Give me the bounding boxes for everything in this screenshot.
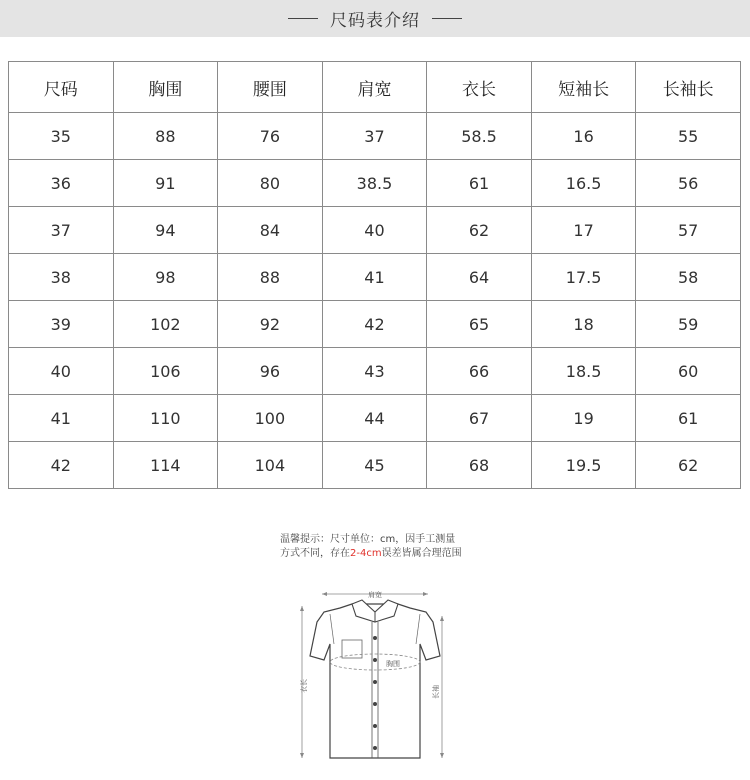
chest-label: 胸围 [386,660,400,668]
table-cell: 40 [322,207,427,254]
table-cell: 45 [322,442,427,489]
column-header: 尺码 [9,62,114,113]
table-cell: 18.5 [531,348,636,395]
table-cell: 41 [9,395,114,442]
table-cell: 80 [218,160,323,207]
table-cell: 94 [113,207,218,254]
column-header: 衣长 [427,62,532,113]
table-cell: 35 [9,113,114,160]
column-header: 肩宽 [322,62,427,113]
column-header: 胸围 [113,62,218,113]
table-row [9,254,741,301]
table-cell: 62 [636,442,741,489]
table-cell: 38 [9,254,114,301]
table-cell: 19 [531,395,636,442]
table-cell: 37 [322,113,427,160]
shirt-diagram [290,582,460,772]
table-cell: 39 [9,301,114,348]
table-cell: 18 [531,301,636,348]
table-row [9,442,741,489]
table-cell: 67 [427,395,532,442]
table-cell: 58 [636,254,741,301]
table-cell: 114 [113,442,218,489]
table-row [9,348,741,395]
table-row [9,160,741,207]
table-cell: 57 [636,207,741,254]
table-cell: 17.5 [531,254,636,301]
shirt-illustration [290,582,460,772]
table-cell: 88 [218,254,323,301]
table-body [9,113,741,489]
table-cell: 42 [322,301,427,348]
sleeve-label: 长袖 [432,685,440,699]
table-cell: 43 [322,348,427,395]
table-cell: 17 [531,207,636,254]
table-cell: 55 [636,113,741,160]
table-header-row [9,62,741,113]
table-cell: 100 [218,395,323,442]
table-cell: 58.5 [427,113,532,160]
table-cell: 42 [9,442,114,489]
table-cell: 40 [9,348,114,395]
table-cell: 68 [427,442,532,489]
table-cell: 44 [322,395,427,442]
banner-left-line [288,18,318,19]
length-label: 衣长 [300,679,308,693]
table-cell: 16.5 [531,160,636,207]
table-row [9,113,741,160]
note-line-2-prefix: 方式不同，存在 [280,548,350,559]
column-header: 长袖长 [636,62,741,113]
table-cell: 37 [9,207,114,254]
header-banner [0,0,750,37]
table-row [9,301,741,348]
table-cell: 98 [113,254,218,301]
table-row [9,207,741,254]
size-table [8,61,741,489]
table-cell: 110 [113,395,218,442]
table-cell: 65 [427,301,532,348]
shoulder-label: 肩宽 [368,591,382,599]
page-title: 尺码表介绍 [330,11,420,31]
table-cell: 41 [322,254,427,301]
table-cell: 62 [427,207,532,254]
table-cell: 106 [113,348,218,395]
table-cell: 66 [427,348,532,395]
table-cell: 96 [218,348,323,395]
table-cell: 92 [218,301,323,348]
column-header: 短袖长 [531,62,636,113]
table-cell: 88 [113,113,218,160]
note-line-2 [280,547,500,561]
table-cell: 60 [636,348,741,395]
note-line-1: 温馨提示：尺寸单位：cm，因手工测量 [280,534,456,545]
table-cell: 38.5 [322,160,427,207]
table-cell: 19.5 [531,442,636,489]
table-cell: 76 [218,113,323,160]
note-line-2-suffix: 误差皆属合理范围 [381,548,462,559]
banner-right-line [432,18,462,19]
table-cell: 59 [636,301,741,348]
table-cell: 91 [113,160,218,207]
table-row [9,395,741,442]
note-error-range: 2-4cm [350,548,382,559]
table-cell: 104 [218,442,323,489]
measurement-note [280,533,500,561]
table-cell: 16 [531,113,636,160]
table-cell: 56 [636,160,741,207]
column-header: 腰围 [218,62,323,113]
table-cell: 61 [636,395,741,442]
table-cell: 64 [427,254,532,301]
table-cell: 84 [218,207,323,254]
table-cell: 36 [9,160,114,207]
table-cell: 61 [427,160,532,207]
table-cell: 102 [113,301,218,348]
